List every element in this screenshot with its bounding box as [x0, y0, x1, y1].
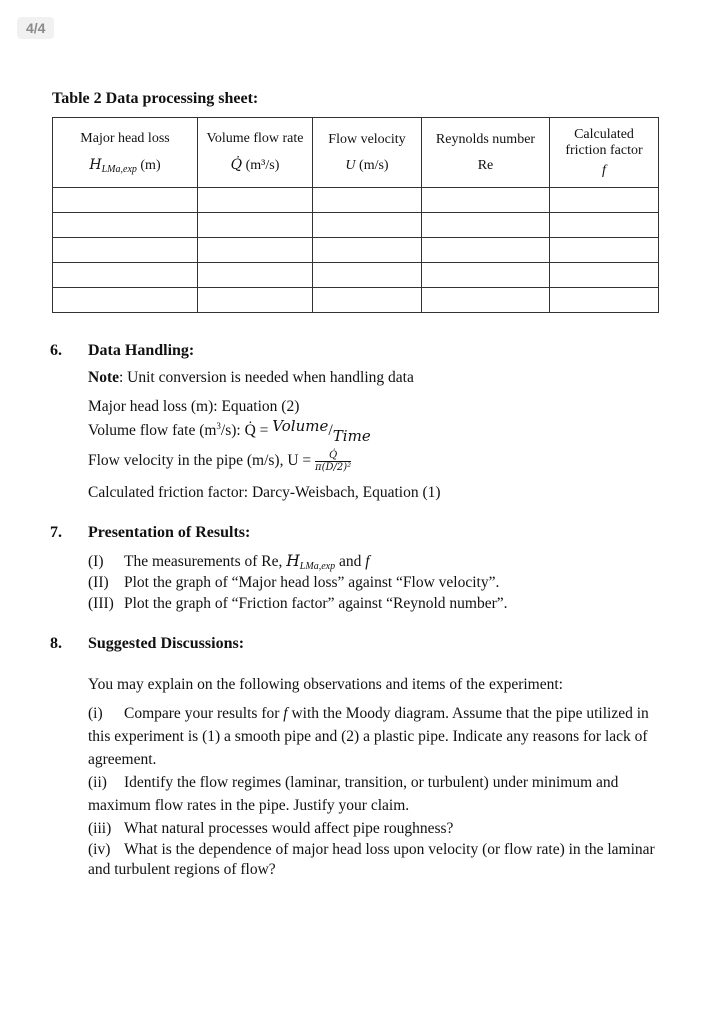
section-6-line-4: Calculated friction factor: Darcy-Weisbach, Equation (1) — [88, 484, 441, 501]
table-cell[interactable] — [53, 263, 198, 288]
table-cell[interactable] — [550, 288, 659, 313]
section-8-item-4: (iv) What is the dependence of major head loss upon velocity (or flow rate) in the laminar and turbulent regions of flow? — [88, 841, 655, 878]
table-row — [53, 288, 659, 313]
table-cell[interactable] — [422, 213, 550, 238]
header-friction-factor: Calculated friction factor f — [550, 118, 659, 188]
table-cell[interactable] — [422, 288, 550, 313]
table-cell[interactable] — [422, 188, 550, 213]
table-cell[interactable] — [550, 213, 659, 238]
table-cell[interactable] — [550, 263, 659, 288]
section-7-item-2: (II) Plot the graph of “Major head loss” against “Flow velocity”. — [88, 574, 500, 591]
table-cell[interactable] — [198, 263, 313, 288]
table-row — [53, 263, 659, 288]
table-cell[interactable] — [313, 188, 422, 213]
section-8-title: Suggested Discussions: — [88, 635, 245, 652]
table-cell[interactable] — [53, 238, 198, 263]
table-cell[interactable] — [198, 213, 313, 238]
table-cell[interactable] — [313, 288, 422, 313]
header-flow-velocity: Flow velocity U (m/s) — [313, 118, 422, 188]
section-6-line-2: Volume flow fate $(m^3/s)$: Q̇ = Volume/Time — [88, 417, 371, 445]
section-8-item-3: (iii) What natural processes would affect pipe roughness? — [88, 820, 454, 837]
section-7-item-3: (III) Plot the graph of “Friction factor” against “Reynold number”. — [88, 595, 508, 612]
table-cell[interactable] — [550, 188, 659, 213]
table-cell[interactable] — [198, 288, 313, 313]
table-cell[interactable] — [198, 238, 313, 263]
section-7-title: Presentation of Results: — [88, 524, 251, 541]
section-7-item-1: (I) The measurements of Re, $H_{LMa,exp}$ and f — [88, 552, 370, 572]
header-volume-flow-rate: Volume flow rate Q̇ (m³/s) — [198, 118, 313, 188]
page-counter-badge: 4/4 — [17, 17, 54, 39]
table-cell[interactable] — [53, 213, 198, 238]
section-8-intro: You may explain on the following observations and items of the experiment: — [88, 676, 563, 693]
table-cell[interactable] — [198, 188, 313, 213]
table-cell[interactable] — [550, 238, 659, 263]
table-cell[interactable] — [313, 238, 422, 263]
section-6-line-3: Flow velocity in the pipe (m/s), U = $\frac{Q̇}{\text{π(D/2)²}}$ — [88, 450, 352, 473]
table-row — [53, 238, 659, 263]
section-6-number: 6. — [50, 342, 62, 359]
section-7-number: 7. — [50, 524, 62, 541]
table-title: Table 2 Data processing sheet: — [52, 90, 259, 107]
header-major-head-loss: Major head loss $H_{LMa,exp}$ (m) — [53, 118, 198, 188]
section-8-item-2: (ii) Identify the flow regimes (laminar, transition, or turbulent) under minimum and maximum flow rates in the pipe. Justify your claim. — [88, 774, 619, 814]
table-row — [53, 188, 659, 213]
table-cell[interactable] — [313, 213, 422, 238]
table-header-row — [53, 118, 659, 188]
data-processing-table — [52, 117, 659, 313]
table-cell[interactable] — [53, 288, 198, 313]
section-8-number: 8. — [50, 635, 62, 652]
section-6-title: Data Handling: — [88, 342, 195, 359]
section-6-note: Note: Unit conversion is needed when handling data — [88, 369, 414, 386]
table-row — [53, 213, 659, 238]
section-8-item-1: (i) Compare your results for f with the Moody diagram. Assume that the pipe utilized in this experiment is (1) a smooth pipe and (2) a plastic pipe. Indicate any reasons for lack of agreement. — [88, 705, 649, 768]
header-reynolds-number: Reynolds number Re — [422, 118, 550, 188]
table-cell[interactable] — [422, 238, 550, 263]
table-cell[interactable] — [422, 263, 550, 288]
table-cell[interactable] — [53, 188, 198, 213]
table-cell[interactable] — [313, 263, 422, 288]
section-6-line-1: Major head loss (m): Equation (2) — [88, 398, 300, 415]
